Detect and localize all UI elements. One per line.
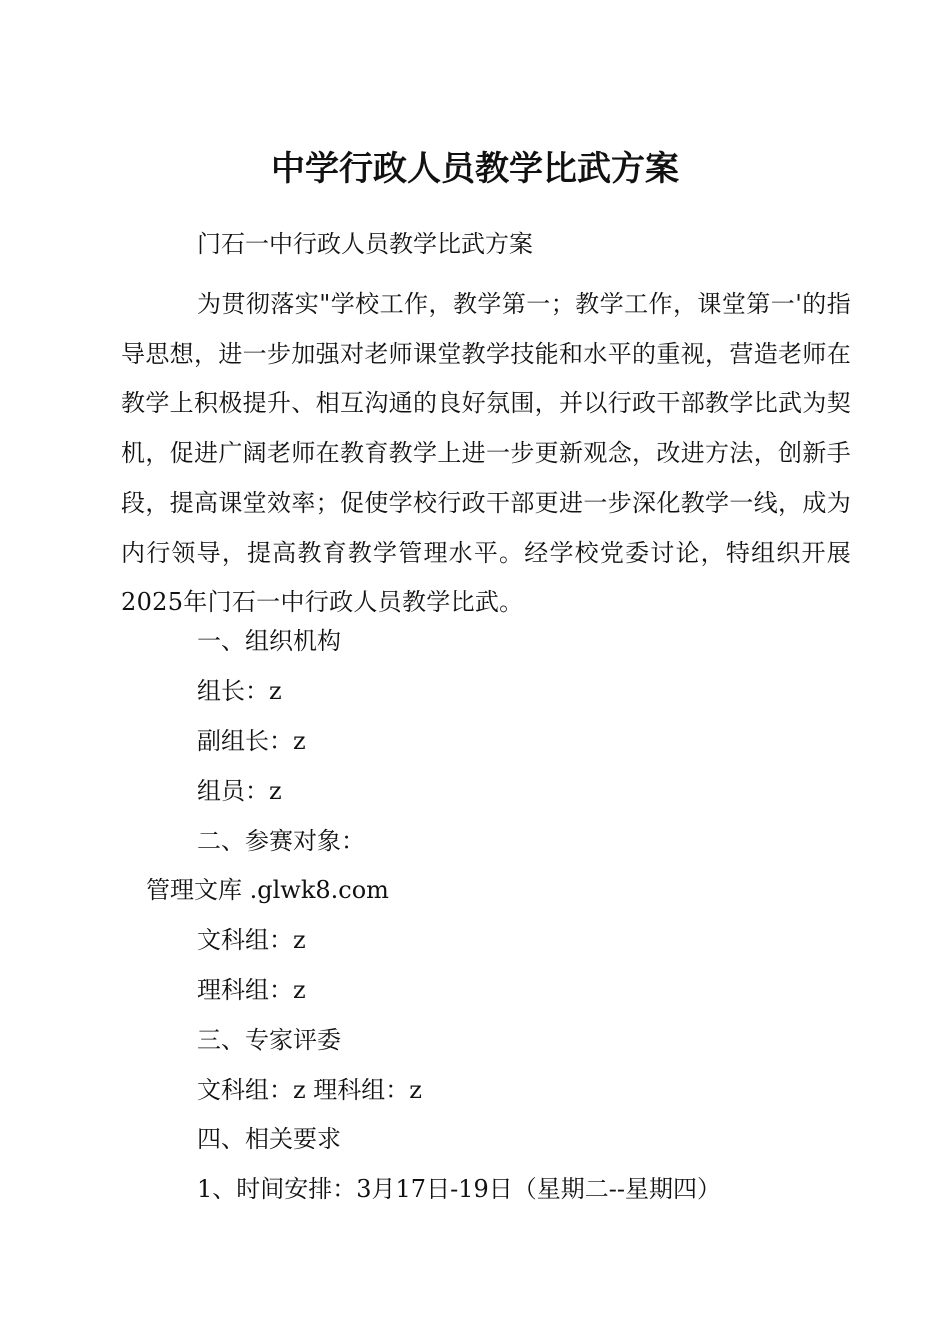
vice-leader-line: 副组长：z (197, 727, 306, 755)
section-heading-requirements: 四、相关要求 (197, 1125, 341, 1153)
section-heading-participants: 二、参赛对象： (197, 827, 365, 855)
arts-group-line: 文科组：z (197, 926, 306, 954)
intro-paragraph: 为贯彻落实"学校工作，教学第一；教学工作，课堂第一'的指导思想，进一步加强对老师课堂教学技能和水平的重视，营造老师在教学上积极提升、相互沟通的良好氛围，并以行政干部教学比武为契机，促进广阔老师在教育教学上进一步更新观念，改进方法，创新手段，提高课堂效率；促使学校行政干部更进一步深化教学一线，成为内行领导，提高教育教学管理水平。经学校党委讨论，特组织开展2025年门石一中行政人员教学比武。 (121, 290, 851, 617)
judges-line: 文科组：z 理科组：z (197, 1076, 422, 1104)
section-heading-judges: 三、专家评委 (197, 1026, 341, 1054)
member-line: 组员：z (197, 777, 282, 805)
document-subtitle: 门石一中行政人员教学比武方案 (197, 230, 533, 258)
document-title: 中学行政人员教学比武方案 (271, 149, 679, 189)
section-heading-organization: 一、组织机构 (197, 627, 341, 655)
site-watermark-line: 管理文库 .glwk8.com (146, 876, 389, 904)
time-arrangement-line: 1、时间安排：3月17日-19日（星期二--星期四） (197, 1175, 721, 1203)
leader-line: 组长：z (197, 677, 282, 705)
science-group-line: 理科组：z (197, 976, 306, 1004)
